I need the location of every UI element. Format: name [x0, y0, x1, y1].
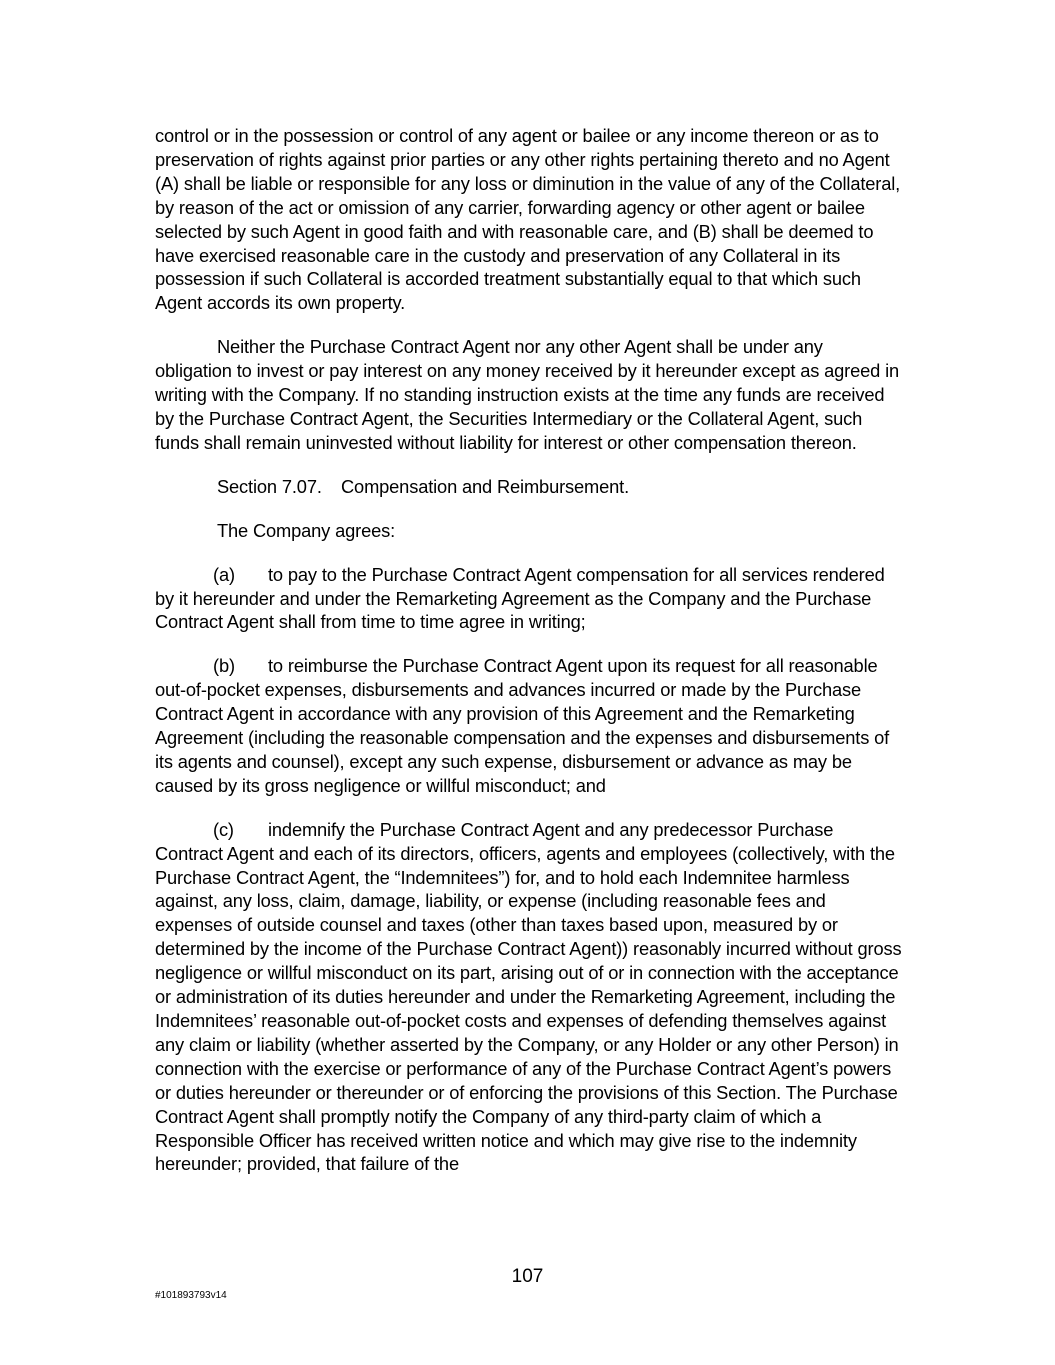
- section-title: Compensation and Reimbursement.: [341, 475, 630, 497]
- list-item-b-text: to reimburse the Purchase Contract Agent upon its request for all reasonable out-of-pocket expenses, disbursements and advances incurred or made by the Purchase Contract Agent in accordance with any provision of this Agreement and the Remarketing Agreement (including the reasonable compensation and the expenses and disbursements of its agents and counsel), except any such expense, disbursement or advance as may be caused by its gross negligence or willful misconduct; and: [155, 655, 890, 796]
- list-item-a: [155, 563, 903, 635]
- page-number: 107: [511, 1266, 544, 1287]
- list-item-c-label: (c): [213, 818, 234, 840]
- section-heading: [155, 475, 903, 499]
- paragraph-intro: The Company agrees:: [217, 519, 396, 541]
- list-item-b-label: (b): [213, 655, 235, 677]
- paragraph-continuation: control or in the possession or control of any agent or bailee or any income thereon or as to preservation of rights against prior parties or any other rights pertaining thereto and no Agent (A) shall be liable or responsible for any loss or diminution in the value of any of the Collateral, by reason of the act or omission of any carrier, forwarding agency or other agent or bailee selected by such Agent in good faith and with reasonable care, and (B) shall be deemed to have exercised reasonable care in the custody and preservation of any Collateral in its possession if such Collateral is accorded treatment substantially equal to that which such Agent accords its own property.: [155, 125, 901, 314]
- list-item-c-text: indemnify the Purchase Contract Agent and any predecessor Purchase Contract Agent and each of its directors, officers, agents and employees (collectively, with the Purchase Contract Agent, the “Indemnitees”) for, and to hold each Indemnitee harmless against, any loss, claim, damage, liability, or expense (including reasonable fees and expenses of outside counsel and taxes (other than taxes based upon, measured by or determined by the income of the Purchase Contract Agent)) reasonably incurred without gross negligence or willful misconduct on its part, arising out of or in connection with the acceptance or administration of its duties hereunder and under the Remarketing Agreement, including the Indemnitees’ reasonable out-of-pocket costs and expenses of defending themselves against any claim or liability (whether asserted by the Company, or any Holder or any other Person) in connection with the exercise or performance of any of the Purchase Contract Agent’s powers or duties hereunder or thereunder or of enforcing the provisions of this Section. The Purchase Contract Agent shall promptly notify the Company of any third-party claim of which a Responsible Officer has received written notice and which may give rise to the indemnity hereunder; provided, that failure of the: [155, 818, 902, 1175]
- document-id: #101893793v14: [155, 1290, 227, 1301]
- paragraph-investment: Neither the Purchase Contract Agent nor any other Agent shall be under any obligation to invest or pay interest on any money received by it hereunder except as agreed in writing with the Company. If no standing instruction exists at the time any funds are received by the Purchase Contract Agent, the Securities Intermediary or the Collateral Agent, such funds shall remain uninvested without liability for interest or other compensation thereon.: [155, 336, 900, 453]
- list-item-a-label: (a): [213, 563, 235, 585]
- section-number: Section 7.07.: [217, 475, 322, 497]
- list-item-c: [155, 818, 903, 1177]
- list-item-b: [155, 654, 903, 797]
- document-body: [155, 124, 903, 1176]
- list-item-a-text: to pay to the Purchase Contract Agent compensation for all services rendered by it hereunder and under the Remarketing Agreement as the Company and the Purchase Contract Agent shall from time to time agree in writing;: [155, 563, 885, 633]
